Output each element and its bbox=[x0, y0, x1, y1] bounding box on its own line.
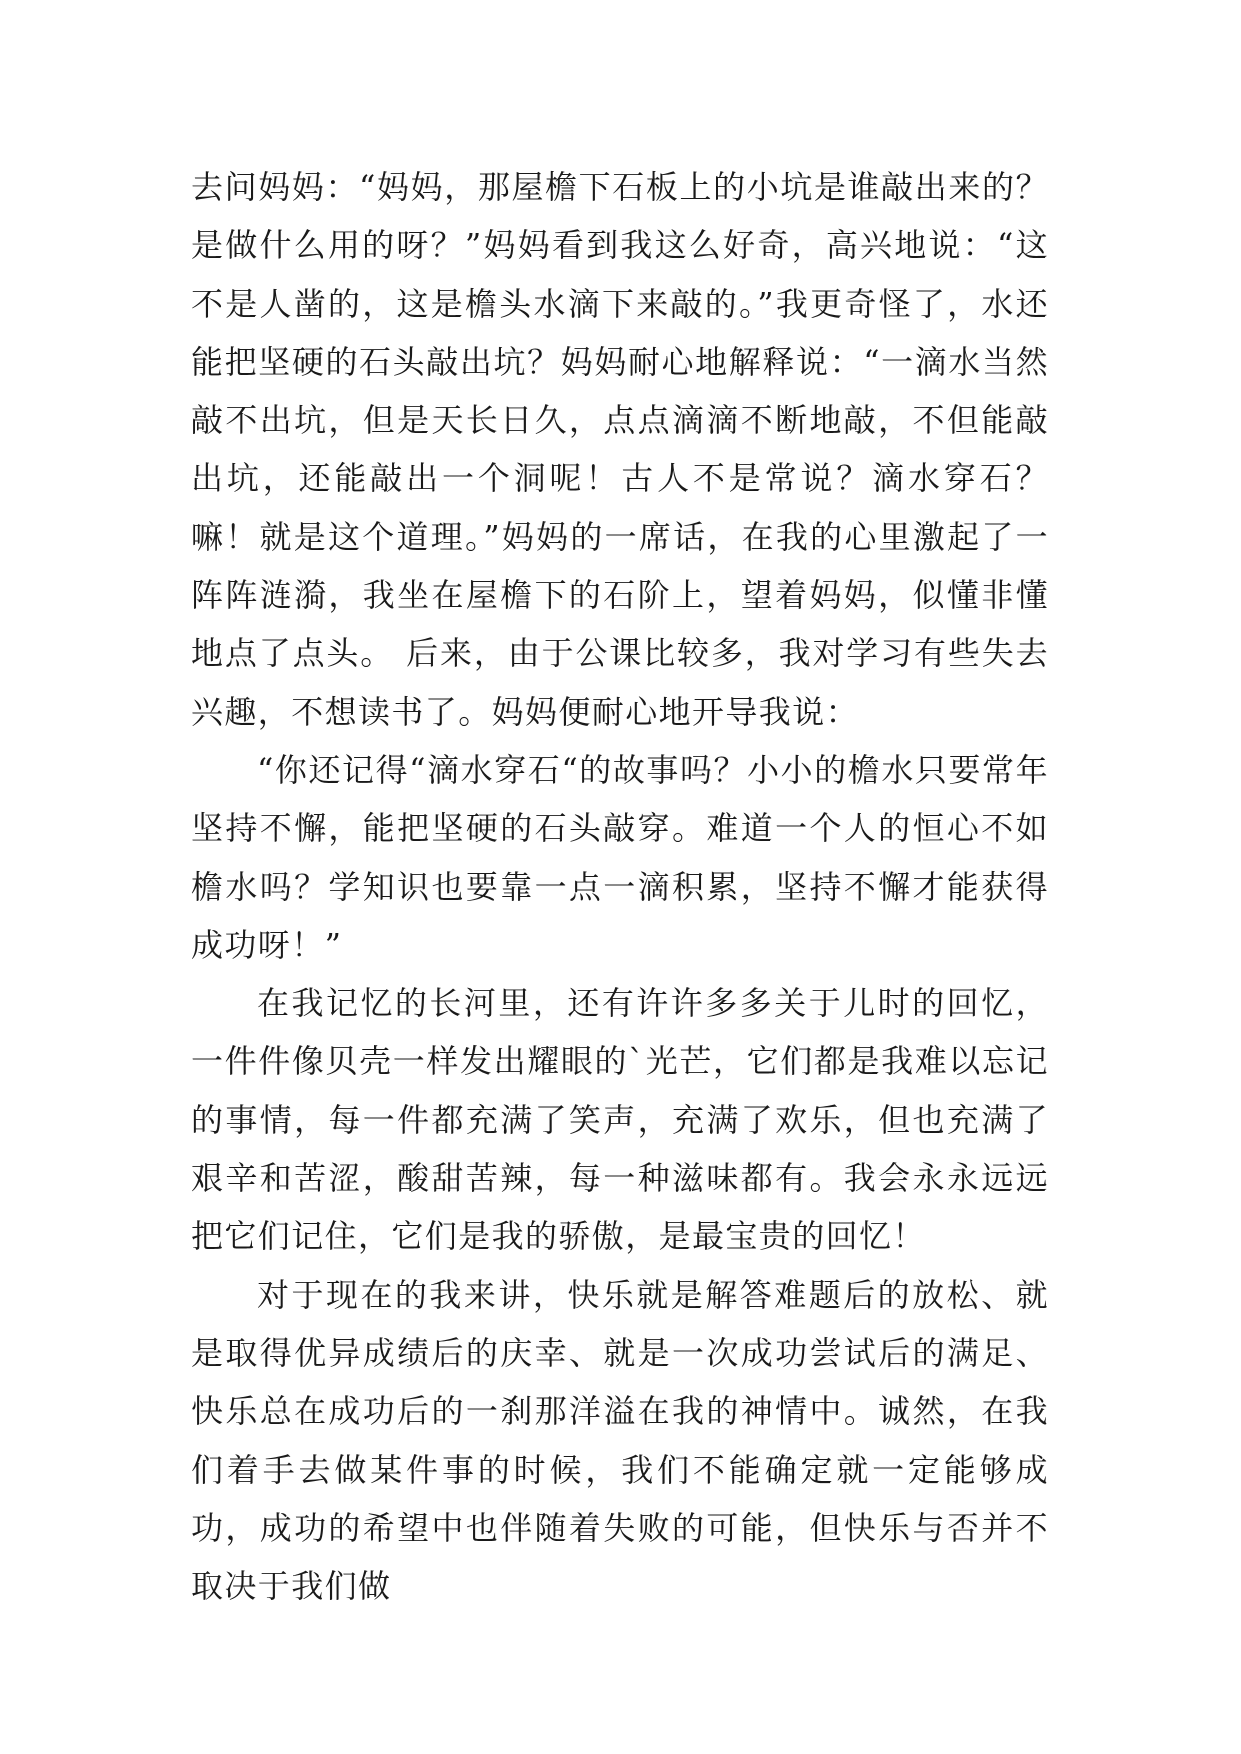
paragraph-2: “你还记得“滴水穿石“的故事吗？小小的檐水只要常年坚持不懈，能把坚硬的石头敲穿。难道一个人的恒心不如檐水吗？学知识也要靠一点一滴积累，坚持不懈才能获得成功呀！” bbox=[191, 750, 1049, 964]
document-body bbox=[191, 158, 1049, 1615]
paragraph-1: 去问妈妈：“妈妈，那屋檐下石板上的小坑是谁敲出来的？是做什么用的呀？”妈妈看到我这么好奇，高兴地说：“这不是人凿的，这是檐头水滴下来敲的。”我更奇怪了，水还能把坚硬的石头敲出坑？妈妈耐心地解释说：“一滴水当然敲不出坑，但是天长日久，点点滴滴不断地敲，不但能敲出坑，还能敲出一个洞呢！古人不是常说？滴水穿石？嘛！就是这个道理。”妈妈的一席话，在我的心里激起了一阵阵涟漪，我坐在屋檐下的石阶上，望着妈妈，似懂非懂地点了点头。 后来，由于公课比较多，我对学习有些失去兴趣，不想读书了。妈妈便耐心地开导我说： bbox=[191, 168, 1049, 731]
paragraph-3: 在我记忆的长河里，还有许许多多关于儿时的回忆，一件件像贝壳一样发出耀眼的`光芒，它们都是我难以忘记的事情，每一件都充满了笑声，充满了欢乐，但也充满了艰辛和苦涩，酸甜苦辣，每一种滋味都有。我会永永远远把它们记住，它们是我的骄傲，是最宝贵的回忆！ bbox=[191, 984, 1049, 1256]
paragraph-4: 对于现在的我来讲，快乐就是解答难题后的放松、就是取得优异成绩后的庆幸、就是一次成功尝试后的满足、快乐总在成功后的一刹那洋溢在我的神情中。诚然，在我们着手去做某件事的时候，我们不能确定就一定能够成功，成功的希望中也伴随着失败的可能，但快乐与否并不取决于我们做 bbox=[191, 1275, 1049, 1606]
